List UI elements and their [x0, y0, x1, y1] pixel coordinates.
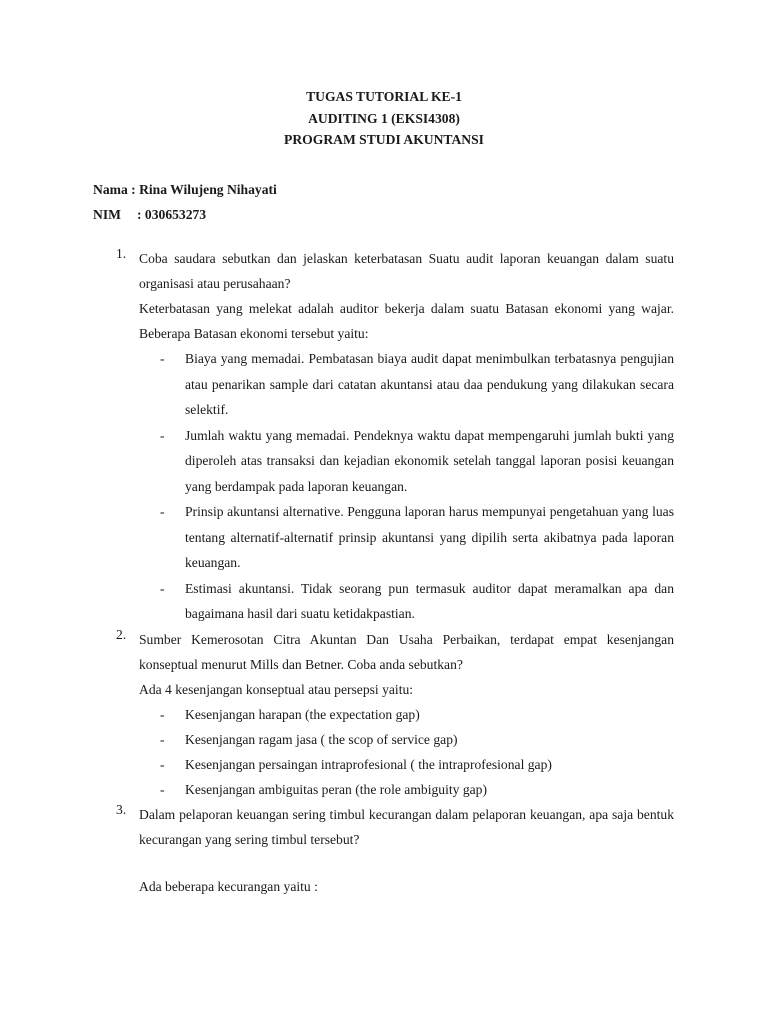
answer-intro: Keterbatasan yang melekat adalah auditor bekerja dalam suatu Batasan ekonomi yang wajar. Beberapa Batasan ekonomi tersebut yaitu: — [139, 301, 674, 341]
bullet-dash: - — [160, 756, 165, 772]
answer-bullet — [160, 727, 674, 752]
answer-bullet-list — [139, 346, 674, 627]
student-nim-row — [93, 203, 277, 228]
header-course: AUDITING 1 (EKSI4308) — [308, 110, 460, 126]
student-info — [93, 178, 277, 227]
document-header — [0, 86, 768, 151]
bullet-text: Kesenjangan ragam jasa ( the scop of service gap) — [185, 731, 458, 747]
question-item — [0, 627, 768, 802]
question-item — [0, 802, 768, 899]
question-text: Coba saudara sebutkan dan jelaskan keterbatasan Suatu audit laporan keuangan dalam suatu organisasi atau perusahaan? — [139, 251, 674, 291]
question-item — [0, 246, 768, 627]
student-nim-label: NIM — [93, 206, 121, 222]
paragraph-gap — [139, 852, 674, 874]
answer-bullet — [160, 777, 674, 802]
answer-bullet — [160, 702, 674, 727]
bullet-dash: - — [160, 706, 165, 722]
question-text: Sumber Kemerosotan Citra Akuntan Dan Usaha Perbaikan, terdapat empat kesenjangan konseptual menurut Mills dan Betner. Coba anda sebutkan? — [139, 631, 674, 672]
bullet-text: Kesenjangan harapan (the expectation gap) — [185, 706, 420, 722]
bullet-text: Biaya yang memadai. Pembatasan biaya audit dapat menimbulkan terbatasnya pengujian atau penarikan sample dari catatan akuntansi atau daa pendukung yang dilakukan secara selektif. — [185, 351, 674, 417]
question-number: 3. — [116, 801, 127, 817]
answer-bullet — [160, 752, 674, 777]
student-name-value: : Rina Wilujeng Nihayati — [131, 182, 277, 197]
bullet-text: Estimasi akuntansi. Tidak seorang pun termasuk auditor dapat meramalkan apa dan bagaimana hasil dari suatu ketidakpastian. — [185, 580, 674, 621]
bullet-text: Prinsip akuntansi alternative. Pengguna laporan harus mempunyai pengetahuan yang luas tentang alternatif-alternatif prinsip akuntansi yang dipilih serta akibatnya pada laporan keuangan. — [185, 504, 674, 570]
student-name-label: Nama — [93, 182, 128, 197]
header-title: TUGAS TUTORIAL KE-1 — [306, 89, 462, 104]
student-nim-value: : 030653273 — [137, 206, 207, 222]
answer-bullet — [160, 576, 674, 627]
bullet-dash: - — [160, 427, 165, 443]
bullet-dash: - — [160, 504, 165, 519]
bullet-text: Kesenjangan persaingan intraprofesional ( the intraprofesional gap) — [185, 756, 552, 772]
bullet-dash: - — [160, 580, 165, 596]
bullet-text: Jumlah waktu yang memadai. Pendeknya waktu dapat mempengaruhi jumlah bukti yang diperoleh atas transaksi dan kejadian ekonomik setelah tanggal laporan posisi keuangan yang berdampak pada laporan keuangan. — [185, 427, 674, 494]
student-name-row — [93, 178, 277, 203]
bullet-dash: - — [160, 351, 165, 366]
answer-bullet — [160, 346, 674, 423]
bullet-text: Kesenjangan ambiguitas peran (the role ambiguity gap) — [185, 781, 487, 797]
answer-intro: Ada 4 kesenjangan konseptual atau persepsi yaitu: — [139, 681, 414, 697]
bullet-dash: - — [160, 781, 165, 797]
question-list — [0, 246, 768, 899]
answer-bullet-list — [139, 702, 674, 802]
answer-intro: Ada beberapa kecurangan yaitu : — [139, 878, 318, 894]
question-number: 1. — [116, 246, 127, 261]
header-program: PROGRAM STUDI AKUNTANSI — [284, 132, 484, 147]
answer-bullet — [160, 499, 674, 576]
question-number: 2. — [116, 626, 127, 642]
bullet-dash: - — [160, 731, 165, 747]
answer-bullet — [160, 423, 674, 500]
question-text: Dalam pelaporan keuangan sering timbul kecurangan dalam pelaporan keuangan, apa saja bentuk kecurangan yang sering timbul tersebut? — [139, 806, 674, 847]
